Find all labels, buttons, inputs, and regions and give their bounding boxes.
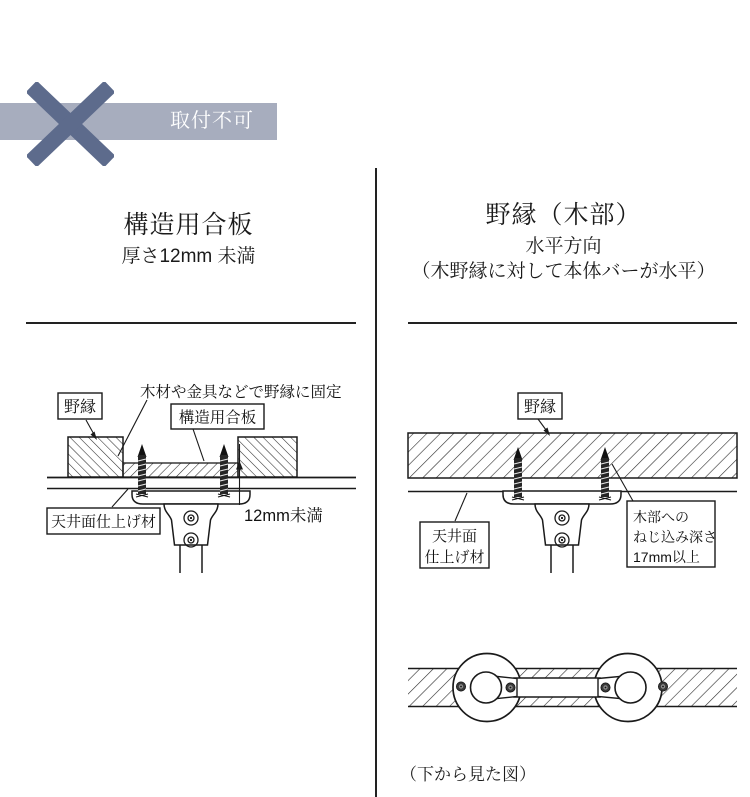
left-section-header [0, 206, 377, 269]
left-plywood-diagram [30, 374, 360, 580]
flange-screw-icon [658, 682, 667, 691]
mount-bracket [503, 491, 621, 573]
not-allowed-x-icon [27, 82, 114, 166]
label-joist: 野縁 [63, 399, 97, 416]
body-bar [514, 678, 600, 697]
label-depth-1: 木部への [633, 509, 689, 525]
label-depth-2: ねじ込み深さ [633, 529, 717, 545]
label-ceiling-2: 仕上げ材 [424, 549, 485, 566]
right-subtitle-1: 水平方向 [525, 236, 602, 257]
label-plywood: 構造用合板 [178, 409, 257, 427]
right-section-header [377, 196, 750, 284]
label-joist: 野縁 [523, 399, 557, 416]
column-divider [375, 168, 377, 797]
label-ceiling-1: 天井面 [431, 528, 478, 545]
clamp-screw-icon [506, 683, 515, 692]
bottom-view-diagram [400, 645, 740, 725]
left-title: 構造用合板 [123, 211, 254, 239]
right-subtitle-2: （木野縁に対して本体バーが水平） [411, 261, 716, 282]
clamp-screw-icon [601, 683, 610, 692]
bar-socket-right [615, 672, 646, 703]
label-depth-3: 17mm以上 [633, 549, 700, 565]
label-thickness: 12mm未満 [244, 507, 323, 525]
banner-label: 取付不可 [170, 110, 254, 132]
right-joist-diagram [400, 385, 740, 585]
right-header-rule [408, 322, 737, 324]
bar-socket-left [471, 672, 502, 703]
left-header-rule [26, 322, 356, 324]
label-ceiling-finish: 天井面仕上げ材 [50, 513, 157, 531]
left-subtitle: 厚さ12mm 未満 [121, 246, 256, 267]
annotation-fix-text: 木材や金具などで野縁に固定 [140, 384, 342, 401]
bottom-view-caption: （下から見た図） [400, 765, 536, 784]
joist-block-left [68, 437, 123, 477]
wood-joist-band [408, 433, 737, 478]
flange-screw-icon [456, 682, 465, 691]
right-title: 野縁（木部） [485, 201, 642, 229]
joist-block-right [238, 437, 297, 477]
